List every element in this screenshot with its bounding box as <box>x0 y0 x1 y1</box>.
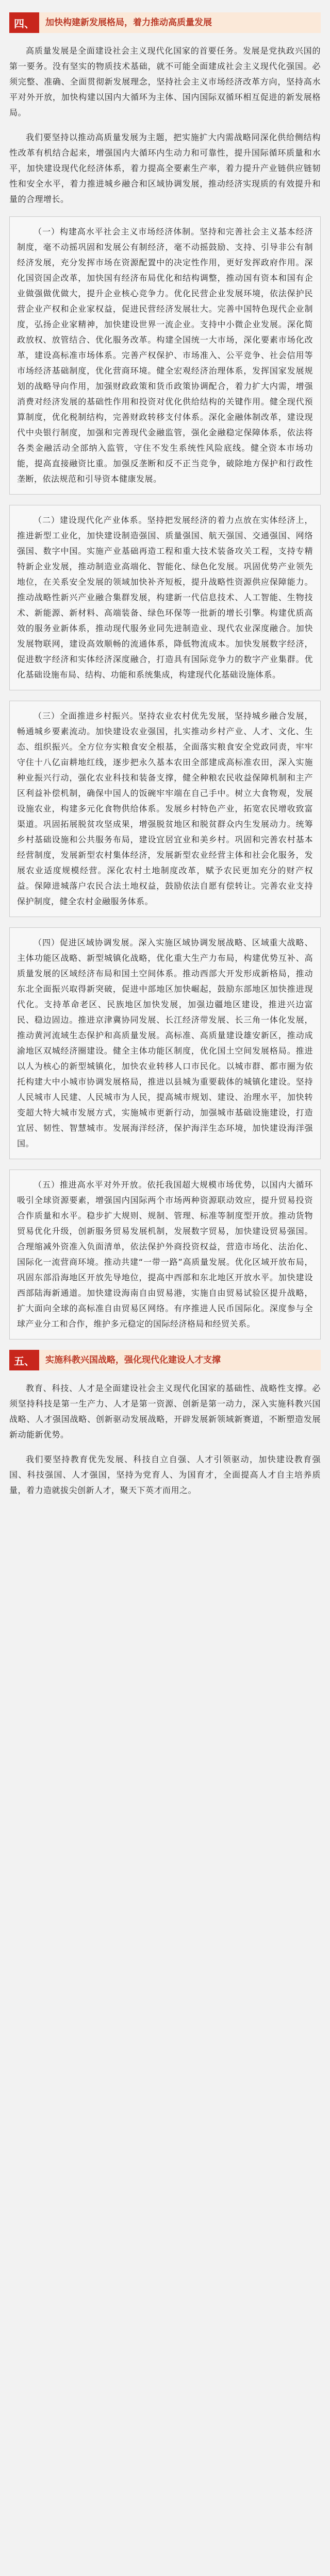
section-banner-4 <box>9 12 321 33</box>
subsection-box-4 <box>9 927 321 1159</box>
section-banner-5 <box>9 1350 321 1370</box>
subsection-box-1 <box>9 216 321 495</box>
subsection-paragraph: （二）建设现代化产业体系。坚持把发展经济的着力点放在实体经济上，推进新型工业化，加快建设制造强国、质量强国、航天强国、交通强国、网络强国、数字中国。实施产业基础再造工程和重大技术装备攻关工程，支持专精特新企业发展，推动制造业高端化、智能化、绿色化发展。巩固优势产业领先地位，在关系安全发展的领域加快补齐短板，提升战略性资源供应保障能力。推动战略性新兴产业融合集群发展，构建新一代信息技术、人工智能、生物技术、新能源、新材料、高端装备、绿色环保等一批新的增长引擎。构建优质高效的服务业新体系，推动现代服务业同先进制造业、现代农业深度融合。加快发展物联网，建设高效顺畅的流通体系，降低物流成本。加快发展数字经济，促进数字经济和实体经济深度融合，打造具有国际竞争力的数字产业集群。优化基础设施布局、结构、功能和系统集成，构建现代化基础设施体系。 <box>17 515 313 680</box>
subsection-box-5 <box>9 1170 321 1340</box>
paragraph: 高质量发展是全面建设社会主义现代化国家的首要任务。发展是党执政兴国的第一要务。没有坚实的物质技术基础，就不可能全面建成社会主义现代化强国。必须完整、准确、全面贯彻新发展理念，坚持社会主义市场经济改革方向，坚持高水平对外开放，加快构建以国内大循环为主体、国内国际双循环相互促进的新发展格局。 <box>9 46 321 117</box>
section-title: 实施科教兴国战略，强化现代化建设人才支撑 <box>39 1350 321 1370</box>
section-number: 五、 <box>9 1350 39 1370</box>
paragraph: 教育、科技、人才是全面建设社会主义现代化国家的基础性、战略性支撑。必须坚持科技是第一生产力、人才是第一资源、创新是第一动力，深入实施科教兴国战略、人才强国战略、创新驱动发展战略，开辟发展新领域新赛道，不断塑造发展新动能新优势。 <box>9 1383 321 1439</box>
section-number: 四、 <box>9 12 39 33</box>
subsection-paragraph: （三）全面推进乡村振兴。坚持农业农村优先发展，坚持城乡融合发展，畅通城乡要素流动。加快建设农业强国，扎实推动乡村产业、人才、文化、生态、组织振兴。全方位夯实粮食安全根基，全面落实粮食安全党政同责，牢牢守住十八亿亩耕地红线，逐步把永久基本农田全部建成高标准农田，深入实施种业振兴行动，强化农业科技和装备支撑，健全种粮农民收益保障机制和主产区利益补偿机制，确保中国人的饭碗牢牢端在自己手中。树立大食物观，发展设施农业，构建多元化食物供给体系。发展乡村特色产业，拓宽农民增收致富渠道。巩固拓展脱贫攻坚成果，增强脱贫地区和脱贫群众内生发展动力。统筹乡村基础设施和公共服务布局，建设宜居宜业和美乡村。巩固和完善农村基本经营制度，发展新型农村集体经济，发展新型农业经营主体和社会化服务，发展农业适度规模经营。深化农村土地制度改革，赋予农民更加充分的财产权益。保障进城落户农民合法土地权益，鼓励依法自愿有偿转让。完善农业支持保护制度，健全农村金融服务体系。 <box>17 711 313 906</box>
subsection-box-3 <box>9 701 321 917</box>
subsection-box-2 <box>9 505 321 690</box>
paragraph: 我们要坚持教育优先发展、科技自立自强、人才引领驱动，加快建设教育强国、科技强国、人才强国，坚持为党育人、为国育才，全面提高人才自主培养质量，着力造就拔尖创新人才，聚天下英才而用之。 <box>9 1454 321 1495</box>
subsection-paragraph: （一）构建高水平社会主义市场经济体制。坚持和完善社会主义基本经济制度，毫不动摇巩固和发展公有制经济，毫不动摇鼓励、支持、引导非公有制经济发展，充分发挥市场在资源配置中的决定性作用，更好发挥政府作用。深化国资国企改革，加快国有经济布局优化和结构调整，推动国有资本和国有企业做强做优做大，提升企业核心竞争力。优化民营企业发展环境，依法保护民营企业产权和企业家权益，促进民营经济发展壮大。完善中国特色现代企业制度，弘扬企业家精神，加快建设世界一流企业。支持中小微企业发展。深化简政放权、放管结合、优化服务改革。构建全国统一大市场，深化要素市场化改革，建设高标准市场体系。完善产权保护、市场准入、公平竞争、社会信用等市场经济基础制度，优化营商环境。健全宏观经济治理体系，发挥国家发展规划的战略导向作用，加强财政政策和货币政策协调配合，着力扩大内需，增强消费对经济发展的基础性作用和投资对优化供给结构的关键作用。健全现代预算制度，优化税制结构，完善财政转移支付体系。深化金融体制改革，建设现代中央银行制度，加强和完善现代金融监管，强化金融稳定保障体系，依法将各类金融活动全部纳入监管，守住不发生系统性风险底线。健全资本市场功能，提高直接融资比重。加强反垄断和反不正当竞争，破除地方保护和行政性垄断，依法规范和引导资本健康发展。 <box>17 227 313 484</box>
section-title: 加快构建新发展格局，着力推动高质量发展 <box>39 12 321 33</box>
subsection-paragraph: （四）促进区域协调发展。深入实施区域协调发展战略、区域重大战略、主体功能区战略、新型城镇化战略，优化重大生产力布局，构建优势互补、高质量发展的区域经济布局和国土空间体系。推动西部大开发形成新格局，推动东北全面振兴取得新突破，促进中部地区加快崛起，鼓励东部地区加快推进现代化。支持革命老区、民族地区加快发展，加强边疆地区建设，推进兴边富民、稳边固边。推进京津冀协同发展、长江经济带发展、长三角一体化发展，推动黄河流域生态保护和高质量发展。高标准、高质量建设雄安新区，推动成渝地区双城经济圈建设。健全主体功能区制度，优化国土空间发展格局。推进以人为核心的新型城镇化，加快农业转移人口市民化。以城市群、都市圈为依托构建大中小城市协调发展格局，推进以县城为重要载体的城镇化建设。坚持人民城市人民建、人民城市为人民，提高城市规划、建设、治理水平，加快转变超大特大城市发展方式，实施城市更新行动，加强城市基础设施建设，打造宜居、韧性、智慧城市。发展海洋经济，保护海洋生态环境，加快建设海洋强国。 <box>17 938 313 1148</box>
subsection-paragraph: （五）推进高水平对外开放。依托我国超大规模市场优势，以国内大循环吸引全球资源要素，增强国内国际两个市场两种资源联动效应，提升贸易投资合作质量和水平。稳步扩大规则、规制、管理、标准等制度型开放。推动货物贸易优化升级，创新服务贸易发展机制，发展数字贸易，加快建设贸易强国。合理缩减外资准入负面清单，依法保护外商投资权益，营造市场化、法治化、国际化一流营商环境。推动共建“一带一路”高质量发展。优化区域开放布局，巩固东部沿海地区开放先导地位，提高中西部和东北地区开放水平。加快建设西部陆海新通道。加快建设海南自由贸易港，实施自由贸易试验区提升战略，扩大面向全球的高标准自由贸易区网络。有序推进人民币国际化。深度参与全球产业分工和合作，维护多元稳定的国际经济格局和经贸关系。 <box>17 1180 313 1329</box>
paragraph: 我们要坚持以推动高质量发展为主题，把实施扩大内需战略同深化供给侧结构性改革有机结合起来，增强国内大循环内生动力和可靠性，提升国际循环质量和水平，加快建设现代化经济体系，着力提高全要素生产率，着力提升产业链供应链韧性和安全水平，着力推进城乡融合和区域协调发展，推动经济实现质的有效提升和量的合理增长。 <box>9 132 321 204</box>
